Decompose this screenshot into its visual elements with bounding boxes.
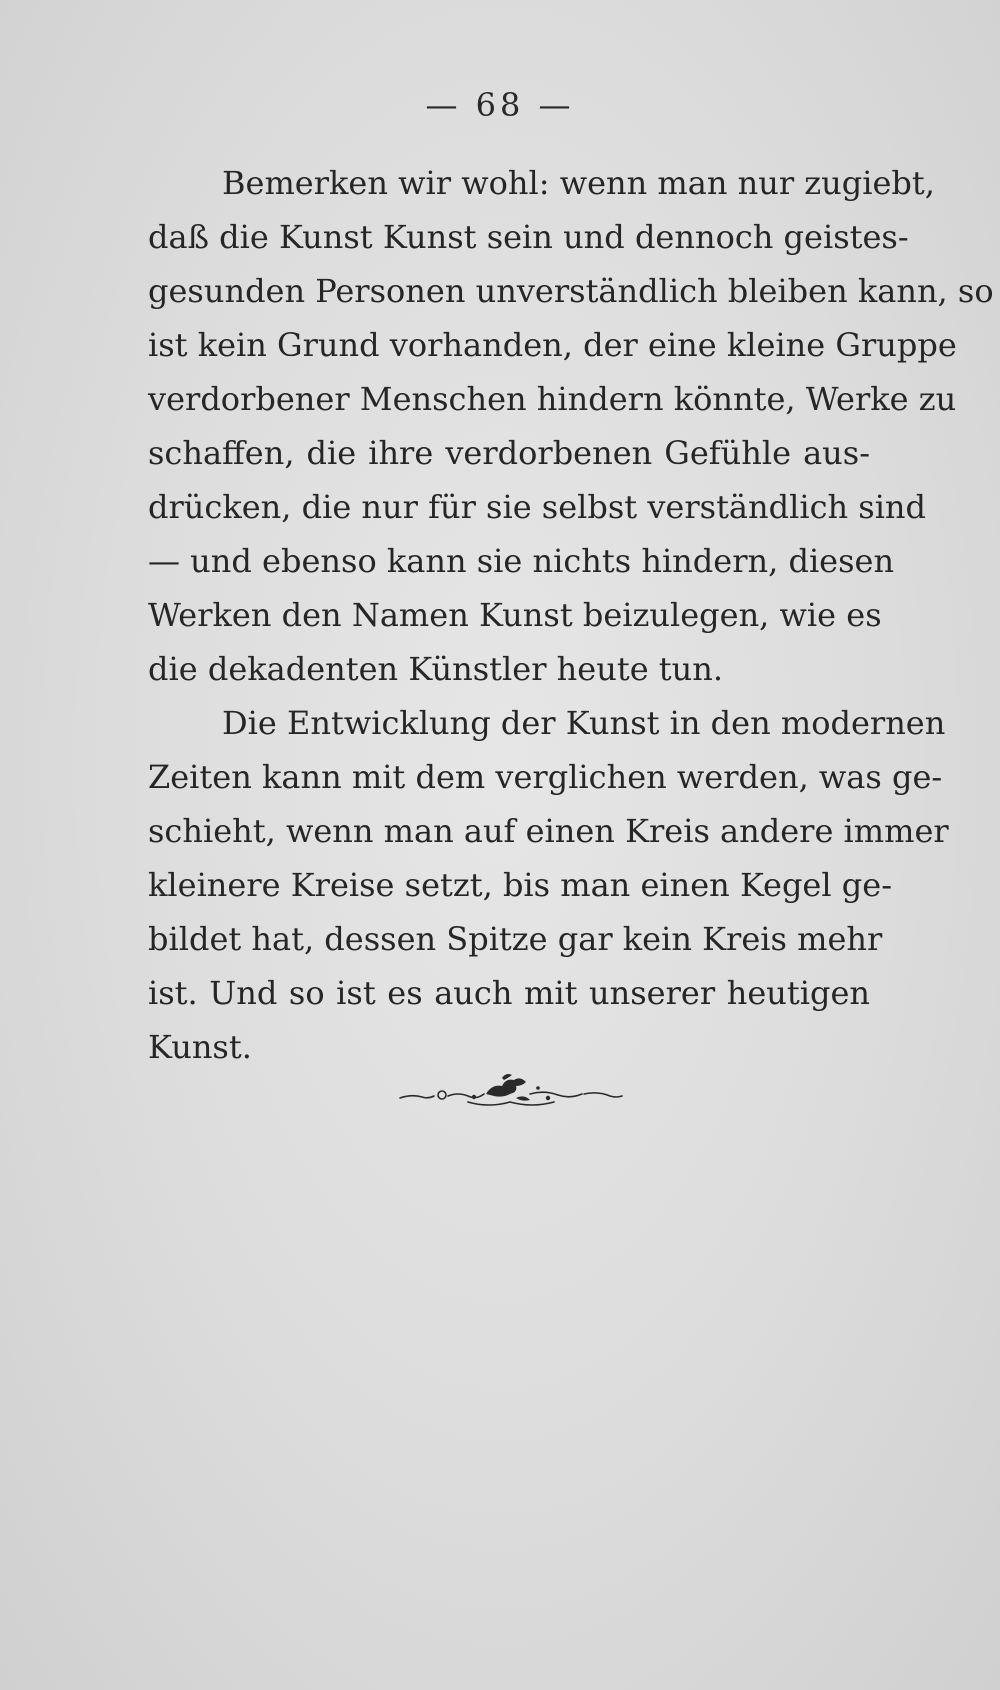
text-line: Die Entwicklung der Kunst in den modernen	[222, 704, 946, 742]
text-line: ist. Und so ist es auch mit unserer heutigen	[148, 974, 870, 1012]
text-line: Bemerken wir wohl: wenn man nur zugiebt,	[222, 164, 935, 202]
floral-vignette-icon	[398, 1072, 624, 1112]
text-line: — und ebenso kann sie nichts hindern, diesen	[148, 542, 895, 580]
page-number: — 68 —	[425, 86, 575, 124]
text-line: Zeiten kann mit dem verglichen werden, was ge-	[148, 758, 943, 796]
text-line: bildet hat, dessen Spitze gar kein Kreis mehr	[148, 920, 883, 958]
text-line: schaffen, die ihre verdorbenen Gefühle aus-	[148, 434, 870, 472]
text-line: Werken den Namen Kunst beizulegen, wie es	[148, 596, 882, 634]
text-line: kleinere Kreise setzt, bis man einen Kegel ge-	[148, 866, 892, 904]
text-line: die dekadenten Künstler heute tun.	[148, 650, 724, 688]
text-line: Kunst.	[148, 1028, 252, 1066]
text-line: gesunden Personen unverständlich bleiben kann, so	[148, 272, 994, 310]
text-line: verdorbener Menschen hindern könnte, Werke zu	[148, 380, 957, 418]
text-line: ist kein Grund vorhanden, der eine kleine Gruppe	[148, 326, 957, 364]
body-text	[148, 156, 994, 1074]
text-line: drücken, die nur für sie selbst verständlich sind	[148, 488, 927, 526]
text-line: daß die Kunst Kunst sein und dennoch geistes-	[148, 218, 909, 256]
text-line: schieht, wenn man auf einen Kreis andere immer	[148, 812, 949, 850]
